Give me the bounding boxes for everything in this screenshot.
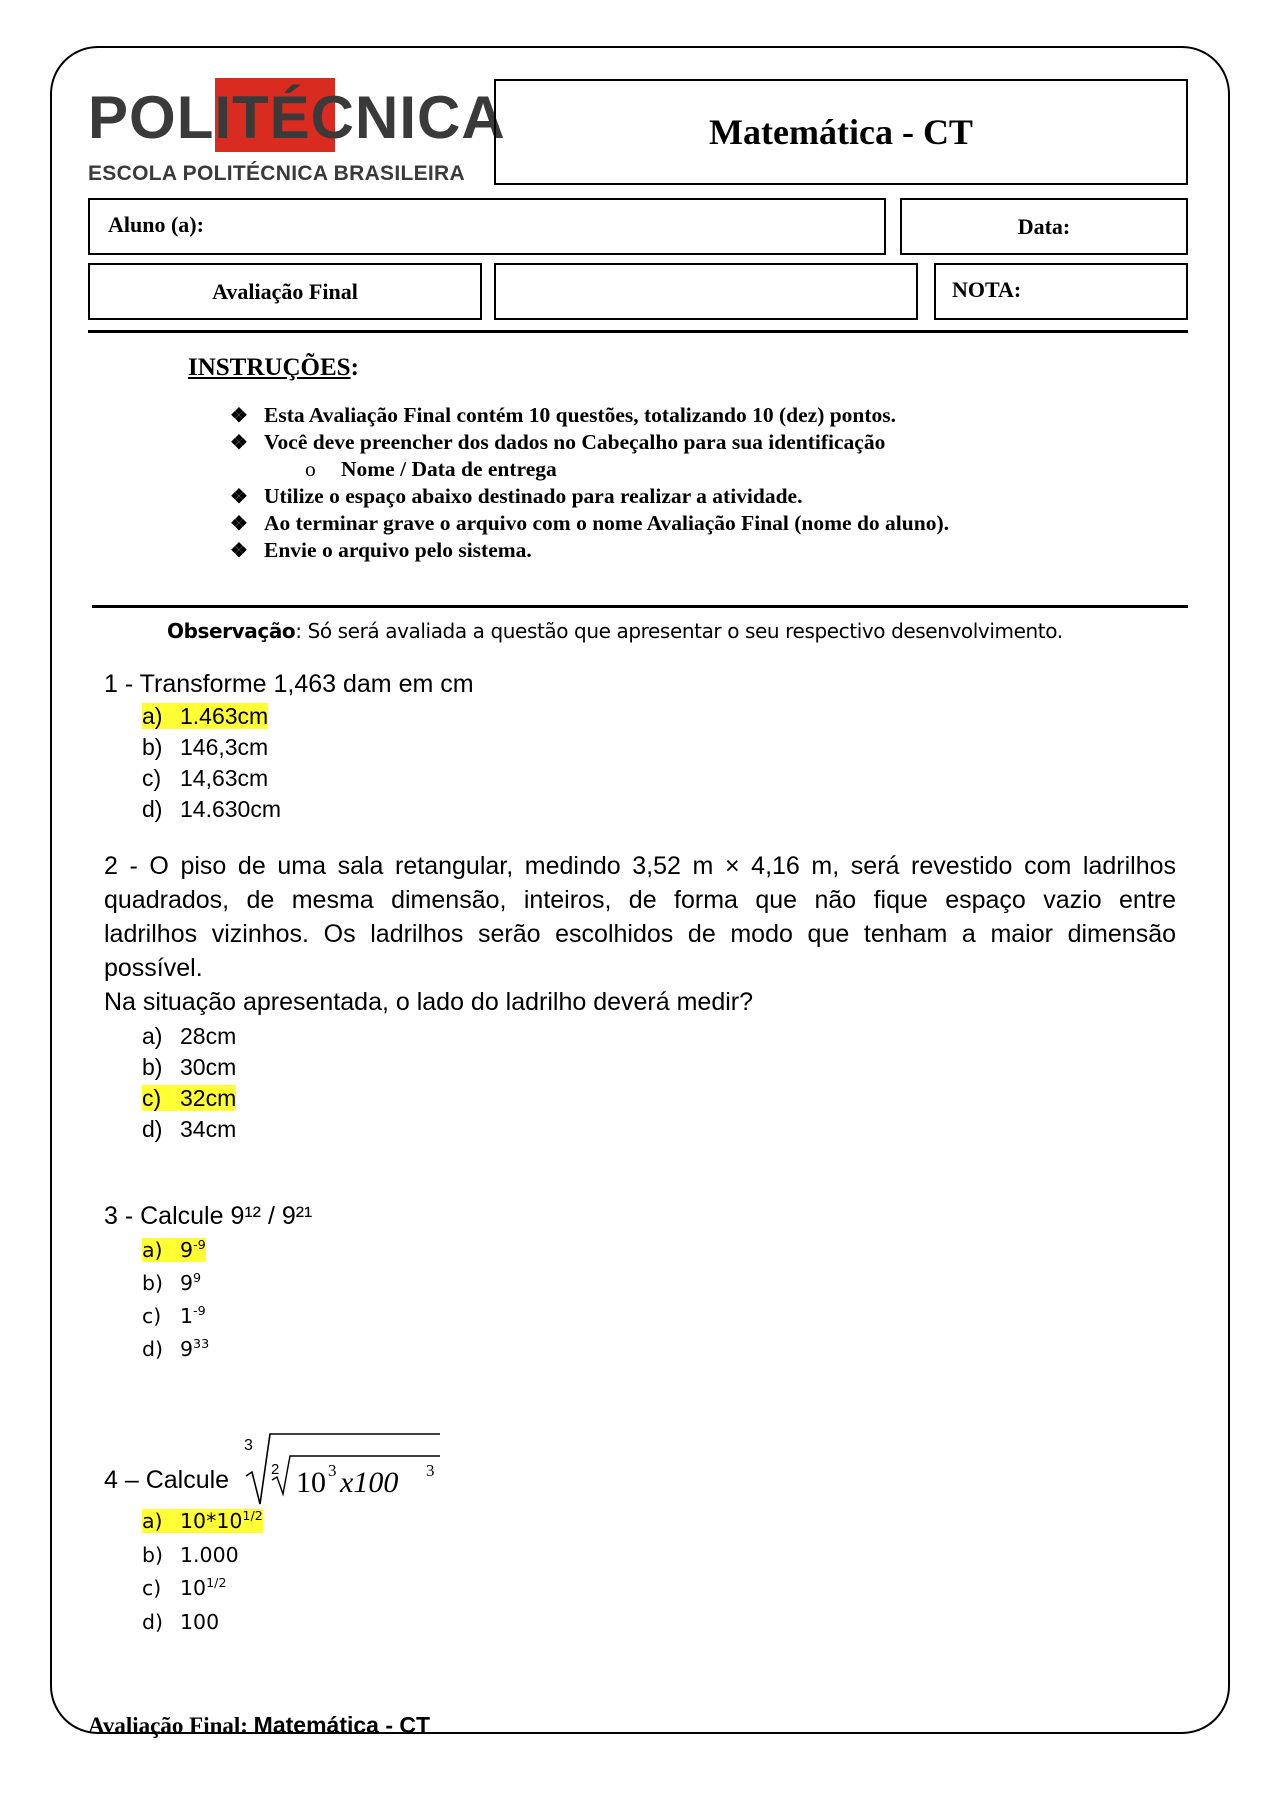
q2-option-d[interactable]: d) 34cm [142, 1116, 237, 1142]
nested-radical-expression [240, 1430, 440, 1510]
observation-note: Observação: Só será avaliada a questão que apresentar o seu respectivo desenvolvimento. [167, 619, 1063, 643]
instructions-divider [92, 605, 1188, 608]
assessment-type-label: Avaliação Final [88, 263, 482, 320]
student-name-label: Aluno (a): [108, 212, 204, 237]
diamond-dots-icon: ❖ [230, 405, 248, 427]
date-label: Data: [1017, 213, 1071, 239]
blank-field[interactable] [494, 263, 918, 320]
q2-option-a[interactable]: a) 28cm [142, 1023, 237, 1049]
radicand-a-exponent: 3 [328, 1461, 337, 1480]
q4-option-c[interactable]: c) $10^{1/2}$ [142, 1575, 227, 1600]
radicand-a: 10 [296, 1466, 326, 1499]
date-field[interactable] [900, 198, 1188, 255]
instruction-item: ❖ Envie o arquivo pelo sistema. [230, 538, 532, 562]
inner-root-index: 2 [271, 1461, 280, 1478]
radicand-b-exponent: 3 [426, 1461, 435, 1480]
logo-word-left: POLI [88, 84, 233, 151]
instruction-item: ❖ Esta Avaliação Final contém 10 questões, totalizando 10 (dez) pontos. [230, 403, 897, 427]
radicand-rest: x100 [340, 1466, 399, 1499]
diamond-dots-icon: ❖ [230, 540, 248, 562]
diamond-dots-icon: ❖ [230, 513, 248, 535]
student-name-field[interactable] [88, 198, 886, 255]
logo-word-right: NICA [355, 84, 506, 151]
q1-option-d[interactable]: d) 14.630cm [142, 796, 282, 822]
page-footer: Avaliação Final: Matemática - CT [88, 1712, 431, 1738]
q1-option-a[interactable]: a) 1.463cm [142, 703, 269, 729]
q4-option-d[interactable]: d) 100 [142, 1610, 220, 1634]
q3-option-b[interactable]: b) $9^9$ [142, 1270, 202, 1295]
grade-label: NOTA: [952, 277, 1022, 302]
logo-subtitle: ESCOLA POLITÉCNICA BRASILEIRA [88, 162, 465, 185]
instructions-title: INSTRUÇÕES: [188, 354, 359, 381]
logo-word-mid: TÉC [232, 84, 356, 151]
header-divider [88, 330, 1188, 333]
instruction-item: ❖ Utilize o espaço abaixo destinado para realizar a atividade. [230, 484, 803, 508]
instruction-item: ❖ Ao terminar grave o arquivo com o nome Avaliação Final (nome do aluno). [230, 511, 949, 535]
question-4-prompt: 4 – Calcule [104, 1466, 230, 1494]
logo-wordmark [88, 84, 506, 151]
q3-option-c[interactable]: c) $1^{-9}$ [142, 1303, 206, 1328]
q4-option-b[interactable]: b) 1.000 [142, 1543, 239, 1567]
subject-title: Matemática - CT [494, 79, 1188, 185]
q3-option-d[interactable]: d) $9^{33}$ [142, 1336, 210, 1361]
q3-option-a[interactable]: a) $9^{-9}$ [142, 1237, 206, 1262]
question-2-line: possível. [104, 954, 203, 982]
grade-field[interactable] [934, 263, 1188, 320]
diamond-dots-icon: ❖ [230, 486, 248, 508]
q2-option-b[interactable]: b) 30cm [142, 1054, 237, 1080]
outer-root-index: 3 [244, 1437, 253, 1454]
instruction-item: ❖ Você deve preencher dos dados no Cabeçalho para sua identificação [230, 430, 886, 454]
question-2-question: Na situação apresentada, o lado do ladrilho deverá medir? [104, 988, 754, 1016]
school-logo [88, 78, 506, 188]
q2-option-c[interactable]: c) 32cm [142, 1085, 237, 1111]
q4-option-a[interactable]: a) $10*10^{1/2}$ [142, 1508, 263, 1533]
question-2-line: ladrilhos vizinhos. Os ladrilhos serão escolhidos de modo que tenham a maior dimensão [104, 920, 1176, 948]
q1-option-c[interactable]: c) 14,63cm [142, 765, 269, 791]
q1-option-b[interactable]: b) 146,3cm [142, 734, 269, 760]
circle-bullet-icon: o [305, 457, 316, 481]
diamond-dots-icon: ❖ [230, 432, 248, 454]
question-2-line: 2 - O piso de uma sala retangular, medindo 3,52 m × 4,16 m, será revestido com ladrilhos [104, 852, 1176, 880]
question-3-prompt: 3 - Calcule 9¹² / 9²¹ [104, 1202, 313, 1230]
question-1-prompt: 1 - Transforme 1,463 dam em cm [104, 670, 474, 698]
question-2-line: quadrados, de mesma dimensão, inteiros, de forma que não fique espaço vazio entre [104, 886, 1176, 914]
instruction-subitem: o Nome / Data de entrega [305, 457, 557, 481]
